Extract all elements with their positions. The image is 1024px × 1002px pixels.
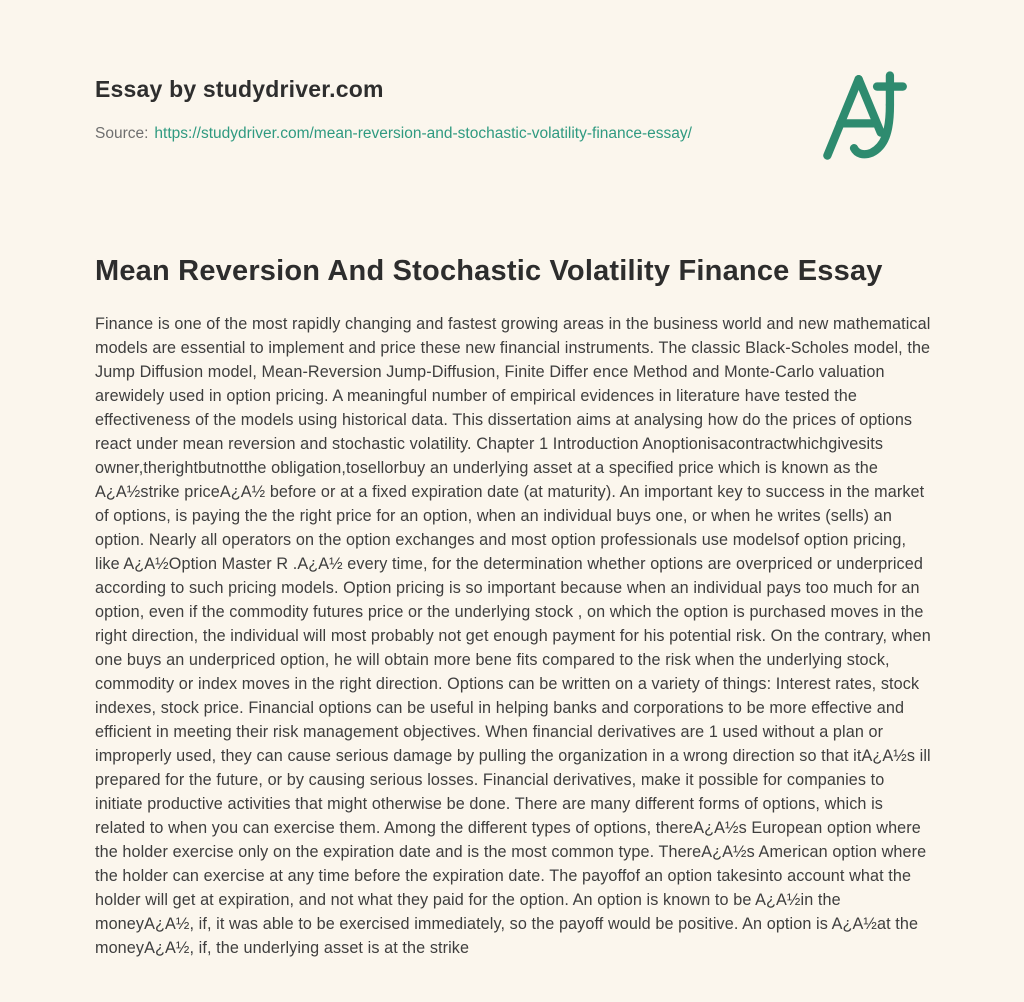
article-title: Mean Reversion And Stochastic Volatility Finance Essay xyxy=(95,255,883,287)
article-body: Finance is one of the most rapidly changing and fastest growing areas in the business world and new mathematical models are essential to implement and price these new financial instruments. The classic Black-Scholes model, the Jump Diffusion model, Mean-Reversion Jump-Diffusion, Finite Differ ence Method and Monte-Carlo valuation arewidely used in option pricing. A meaningful number of empirical evidences in literature have tested the effectiveness of the models using historical data. This dissertation aims at analysing how do the prices of options react under mean reversion and stochastic volatility. Chapter 1 Introduction Anoptionisacontractwhichgivesits owner,therightbutnotthe obligation,tosellorbuy an underlying asset at a specified price which is known as the A¿A½strike priceA¿A½ before or at a fixed expiration date (at maturity). An important key to success in the market of options, is paying the the right price for an option, when an individual buys one, or when he writes (sells) an option. Nearly all operators on the option exchanges and most option professionals use modelsof option pricing, like A¿A½Option Master R .A¿A½ every time, for the determination whether options are overpriced or underpriced according to such pricing models. Option pricing is so important because when an individual pays too much for an option, even if the commodity futures price or the underlying stock , on which the option is purchased moves in the right direction, the individual will most probably not get enough payment for his potential risk. On the contrary, when one buys an underpriced option, he will obtain more bene fits compared to the risk when the underlying stock, commodity or index moves in the right direction. Options can be written on a variety of things: Interest rates, stock indexes, stock price. Financial options can be useful in helping banks and corporations to be more effective and efficient in meeting their risk management objectives. When financial derivatives are 1 used without a plan or improperly used, they can cause serious damage by pulling the organization in a wrong direction so that itA¿A½s ill prepared for the future, or by causing serious losses. Financial derivatives, make it possible for companies to initiate productive activities that might otherwise be done. There are many different forms of options, which is related to when you can exercise them. Among the different types of options, thereA¿A½s European option where the holder exercise only on the expiration date and is the most common type. ThereA¿A½s American option where the holder can exercise at any time before the expiration date. The payoffof an option takesinto account what the holder will get at expiration, and not what they paid for the option. An option is known to be A¿A½in the moneyA¿A½, if, it was able to be exercised immediately, so the payoff would be positive. An option is A¿A½at the moneyA¿A½, if, the underlying asset is at the strike xyxy=(95,315,931,957)
essay-by-heading: Essay by studydriver.com xyxy=(95,76,384,102)
header xyxy=(95,76,929,143)
source-label: Source: xyxy=(95,125,149,142)
source-line xyxy=(95,125,929,143)
source-link[interactable]: https://studydriver.com/mean-reversion-and-stochastic-volatility-finance-essay/ xyxy=(154,125,692,142)
